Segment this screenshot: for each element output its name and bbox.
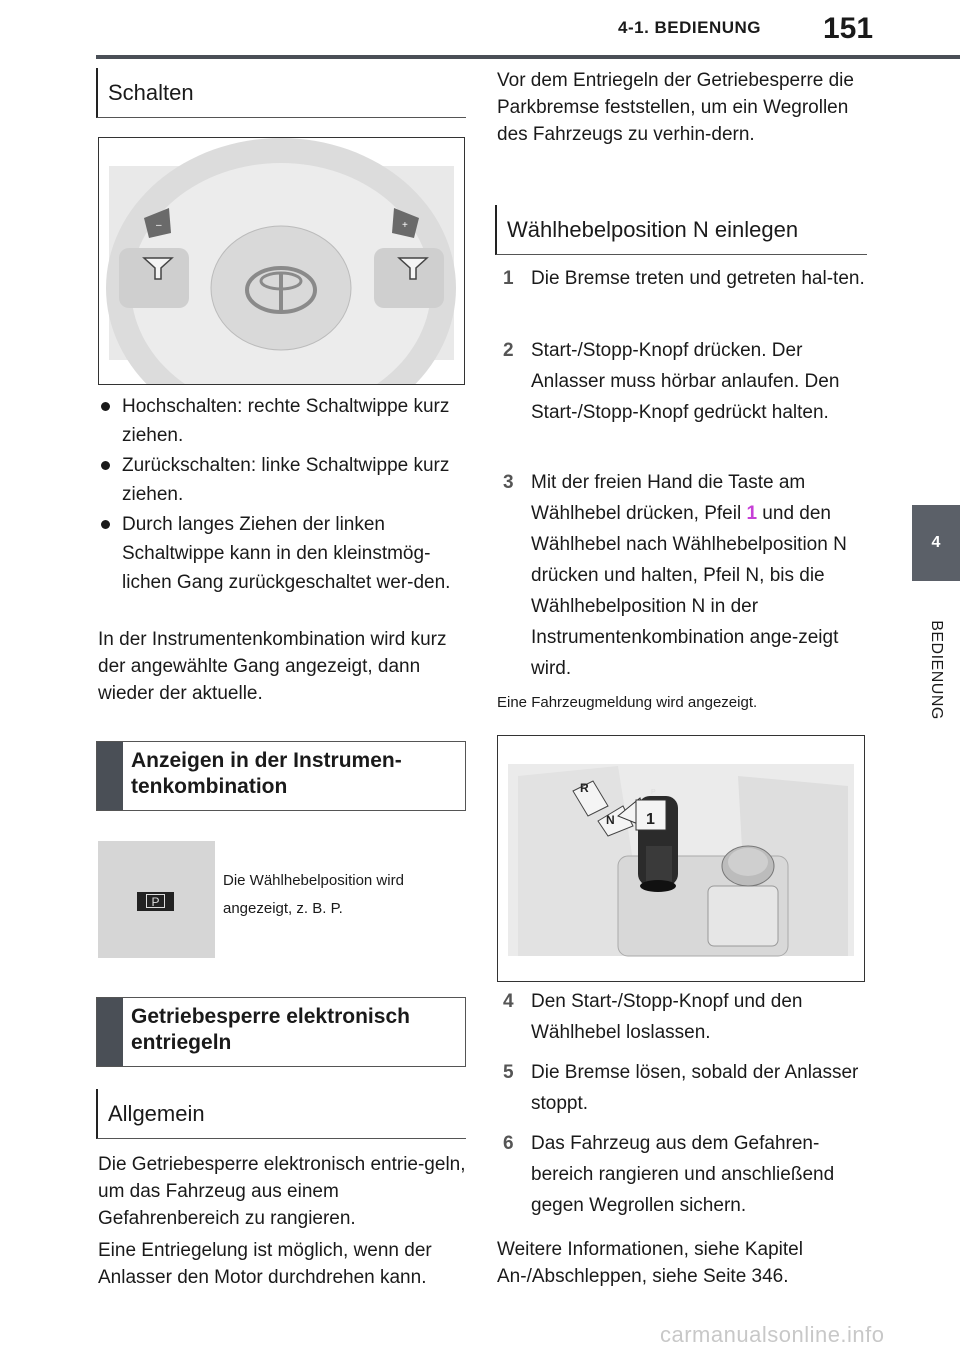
page-number: 151: [823, 12, 874, 45]
paragraph-instrument: In der Instrumentenkombination wird kurz der angewählte Gang angezeigt, dann wieder der aktuelle.: [98, 629, 447, 704]
heading-allgemein: Allgemein: [96, 1089, 466, 1139]
chapter-tab[interactable]: 4: [912, 505, 960, 581]
step-item: 5 Die Bremse lösen, sobald der Anlasser stoppt.: [503, 1062, 859, 1114]
step-item: 3 Mit der freien Hand die Taste am Wählhebel drücken, Pfeil 1 und den Wählhebel nach Wählhebelposition N drücken und halten, Pfeil N, bis die Wählhebelposition N in der Instrumentenkombination ange-zeigt wird.: [503, 472, 847, 679]
paragraph-allgemein-2: Eine Entriegelung ist möglich, wenn der Anlasser den Motor durchdrehen kann.: [98, 1240, 432, 1288]
step-item: 2 Start-/Stopp-Knopf drücken. Der Anlasser muss hörbar anlaufen. Den Start-/Stopp-Knopf gedrückt halten.: [503, 340, 840, 423]
svg-text:+: +: [402, 220, 408, 231]
steering-wheel-figure: [98, 137, 465, 385]
figure-label-n: N: [606, 813, 615, 827]
heading-getriebesperre: Getriebesperre elektronisch entriegeln: [96, 997, 466, 1067]
chapter-title: 4-1. BEDIENUNG: [618, 18, 762, 37]
paragraph-intro: Vor dem Entriegeln der Getriebesperre die Parkbremse feststellen, um ein Wegrollen des Fahrzeugs zu verhin-dern.: [497, 70, 854, 145]
header-rule: [96, 55, 960, 59]
heading-anzeigen: Anzeigen in der Instrumen-tenkombination: [96, 741, 466, 811]
cluster-display-figure: [98, 841, 215, 958]
step-item: 1 Die Bremse treten und getreten hal-ten.: [503, 268, 865, 289]
step-item: 4 Den Start-/Stopp-Knopf und den Wählhebel loslassen.: [503, 991, 803, 1043]
list-item: Zurückschalten: linke Schaltwippe kurz ziehen.: [98, 451, 468, 509]
heading-schalten: Schalten: [96, 68, 466, 118]
figure-label-p: P: [651, 789, 656, 796]
svg-text:–: –: [156, 220, 162, 231]
list-item: Durch langes Ziehen der linken Schaltwippe kann in den kleinstmög-lichen Gang zurückgeschaltet wer-den.: [98, 510, 468, 597]
figure-label-r: R: [580, 781, 589, 795]
gear-selector-illustration: [498, 736, 864, 981]
note-vehicle-message: Eine Fahrzeugmeldung wird angezeigt.: [497, 694, 758, 711]
display-caption: Die Wählhebelposition wird angezeigt, z. B. P.: [223, 872, 404, 917]
gear-selector-figure: [497, 735, 865, 982]
paragraph-allgemein-1: Die Getriebesperre elektronisch entrie-geln, um das Fahrzeug aus einem Gefahrenbereich zu rangieren.: [98, 1154, 466, 1229]
figure-label-1: 1: [646, 811, 655, 828]
paragraph-more-info: Weitere Informationen, siehe Kapitel An-/Abschleppen, siehe Seite 346.: [497, 1239, 803, 1287]
steering-wheel-illustration: [99, 138, 464, 384]
watermark: carmanualsonline.info: [660, 1322, 885, 1347]
chapter-tab-label: BEDIENUNG: [928, 620, 945, 720]
heading-waehlhebel: Wählhebelposition N einlegen: [495, 205, 867, 255]
step-item: 6 Das Fahrzeug aus dem Gefahren-bereich rangieren und anschließend gegen Wegrollen sichern.: [503, 1133, 835, 1216]
list-item: Hochschalten: rechte Schaltwippe kurz ziehen.: [98, 392, 468, 450]
gear-symbol: P: [146, 894, 165, 908]
